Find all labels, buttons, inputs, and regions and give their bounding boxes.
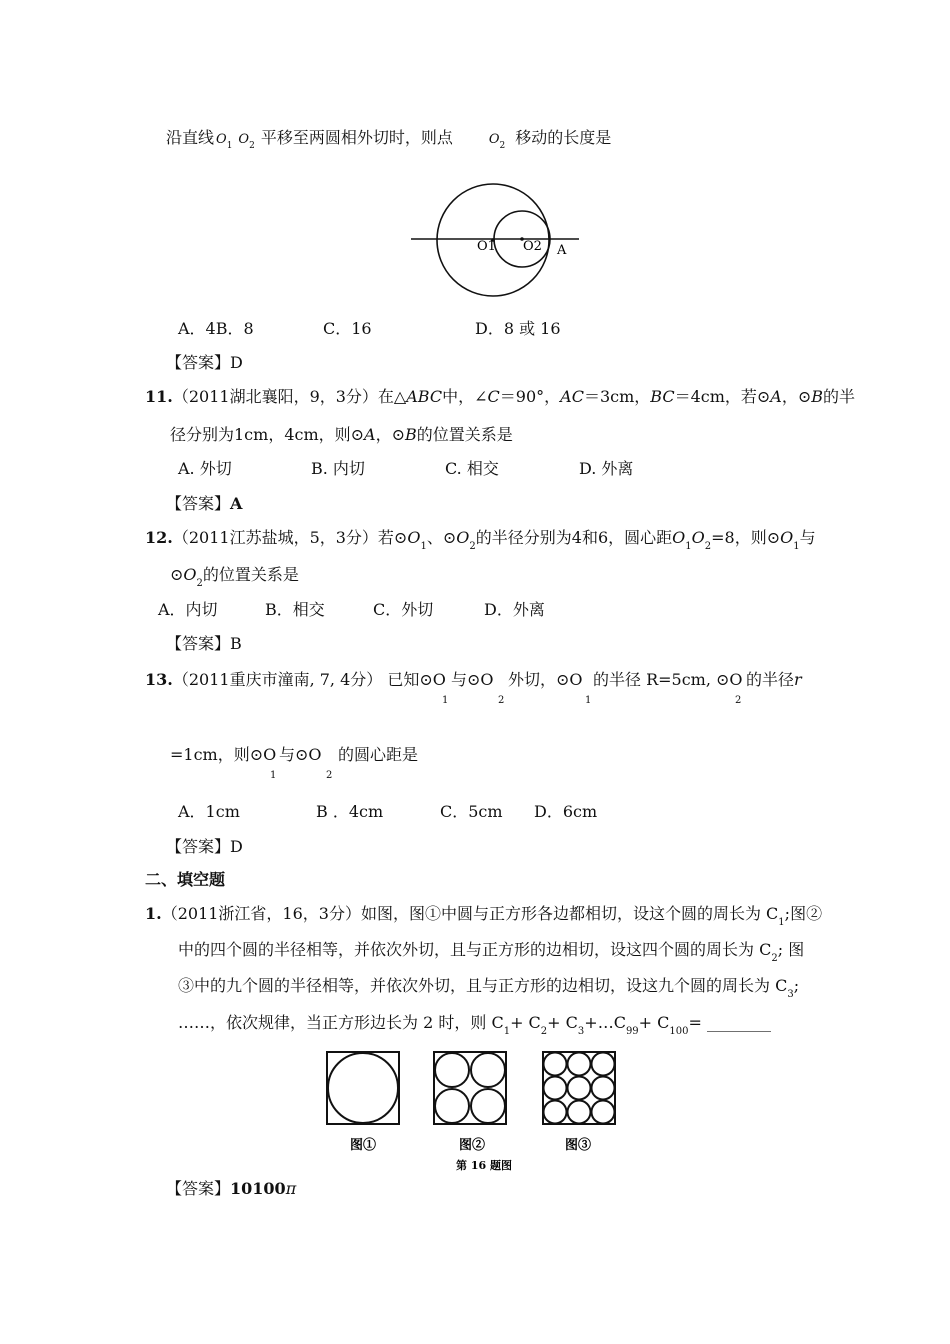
q10-option-d: D．8 或 16 bbox=[475, 319, 561, 338]
q13-option-c: C．5cm bbox=[440, 802, 503, 821]
q11-answer: 【答案】A bbox=[166, 494, 243, 513]
label-a: A bbox=[557, 243, 567, 258]
fig3-circle bbox=[568, 1101, 591, 1124]
q12-option-a: A．内切 bbox=[158, 600, 218, 619]
q10-options bbox=[178, 319, 254, 339]
q13-option-a: A．1cm bbox=[178, 802, 240, 821]
q11-option-b: B. 内切 bbox=[311, 459, 365, 478]
q10-answer: 【答案】D bbox=[166, 353, 243, 372]
f1-line2: 中的四个圆的半径相等，并依次外切，且与正方形的边相切，设这四个圆的周长为 $C_2$; 图 bbox=[178, 940, 805, 964]
label-o2: O2 bbox=[523, 239, 542, 254]
q13-answer: 【答案】D bbox=[166, 837, 243, 856]
fig2-caption: 图② bbox=[459, 1138, 486, 1153]
f1-line4: ……，依次规律，当正方形边长为 2 时，则 $C_1+ C_2+$ $C_3+\dots C_{99}+ C_{100}=$ ________ bbox=[178, 1013, 771, 1037]
q12-option-d: D．外离 bbox=[484, 600, 545, 619]
q13-part-e: 的半径r bbox=[746, 670, 802, 689]
f1-squares-figure bbox=[320, 1047, 630, 1175]
fig2-circle bbox=[471, 1089, 505, 1123]
q10-option-a: A．4 bbox=[178, 319, 216, 338]
q12-option-c: C．外切 bbox=[373, 600, 434, 619]
q11-line2: 径分别为1cm，4cm，则⊙A，⊙B的位置关系是 bbox=[170, 425, 513, 444]
q13-part-f: 与⊙O bbox=[279, 745, 322, 764]
q12-line2: $⊙O_2$的位置关系是 bbox=[170, 565, 299, 589]
figure-caption: 第 16 题图 bbox=[456, 1159, 512, 1172]
fig2-square bbox=[434, 1052, 506, 1124]
label-o1: O1 bbox=[477, 239, 496, 254]
q13-part-b: 与⊙O bbox=[451, 670, 494, 689]
q13-sub-b: 2 bbox=[498, 695, 505, 706]
f1-line3: ③中的九个圆的半径相等，并依次外切，且与正方形的边相切，设这九个圆的周长为 $C_3$; bbox=[178, 976, 800, 1000]
q13-part-c: 外切，⊙O bbox=[508, 670, 583, 689]
q13-sub-a: 1 bbox=[442, 695, 449, 706]
q10-circles-figure bbox=[405, 180, 585, 302]
fig2-circle bbox=[435, 1089, 469, 1123]
f1-line1: 1.（2011浙江省，16，3分）如图，图①中圆与正方形各边都相切，设这个圆的周长为 $C_1$;图② bbox=[145, 904, 823, 928]
q13-line1: 13.（2011重庆市潼南, 7, 4分） 已知⊙O bbox=[145, 670, 446, 689]
q12-option-b: B．相交 bbox=[265, 600, 325, 619]
q13-sub-d: 2 bbox=[735, 695, 742, 706]
fig1-circle bbox=[328, 1053, 398, 1123]
q10-stem: 沿直线 $O_1$ $O_2$ 平移至两圆相外切时，则点 $O_2$ 移动的长度是 bbox=[166, 128, 612, 151]
fig2-circle bbox=[435, 1053, 469, 1087]
q13-part-g: 的圆心距是 bbox=[338, 745, 419, 764]
q13-part-d: 的半径 R=5cm, ⊙O bbox=[593, 670, 743, 689]
q10-option-c: C．16 bbox=[323, 319, 372, 338]
q11-option-a: A. 外切 bbox=[178, 459, 232, 478]
q13-option-d: D．6cm bbox=[534, 802, 598, 821]
f1-answer: 【答案】10100π bbox=[166, 1179, 297, 1198]
q13-line2: =1cm，则⊙O bbox=[170, 745, 277, 764]
fig2-circle bbox=[471, 1053, 505, 1087]
q11-option-d: D. 外离 bbox=[579, 459, 634, 478]
q12-answer: 【答案】B bbox=[166, 634, 242, 653]
fig3-circle bbox=[592, 1077, 615, 1100]
fig3-circle bbox=[568, 1077, 591, 1100]
fig3-square bbox=[543, 1052, 615, 1124]
fig3-circle bbox=[544, 1101, 567, 1124]
fig1-caption: 图① bbox=[350, 1138, 377, 1153]
q10-option-b: B．8 bbox=[215, 319, 254, 338]
q13-sub-f: 2 bbox=[326, 770, 333, 781]
fig3-caption: 图③ bbox=[565, 1138, 592, 1153]
q13-sub-c: 1 bbox=[585, 695, 592, 706]
q11-option-c: C. 相交 bbox=[445, 459, 499, 478]
fig3-circle bbox=[568, 1053, 591, 1076]
q12-line1: 12.（2011江苏盐城，5，3分）若$⊙O_1$、$⊙O_2$的半径分别为4和6，圆心距$O_1O_2=8$，则$⊙O_1$与 bbox=[145, 528, 816, 552]
section-title-fill-in: 二、填空题 bbox=[145, 870, 226, 889]
q13-sub-e: 1 bbox=[270, 770, 277, 781]
fig3-circle bbox=[544, 1053, 567, 1076]
q11-line1: 11.（2011湖北襄阳，9，3分）在△ABC中，∠C＝90°，AC＝3cm，BC＝4cm，若⊙A，⊙B的半 bbox=[145, 387, 856, 406]
fig3-circle bbox=[592, 1053, 615, 1076]
q13-option-b: B ．4cm bbox=[316, 802, 384, 821]
fig3-circle bbox=[544, 1077, 567, 1100]
fig3-circle bbox=[592, 1101, 615, 1124]
